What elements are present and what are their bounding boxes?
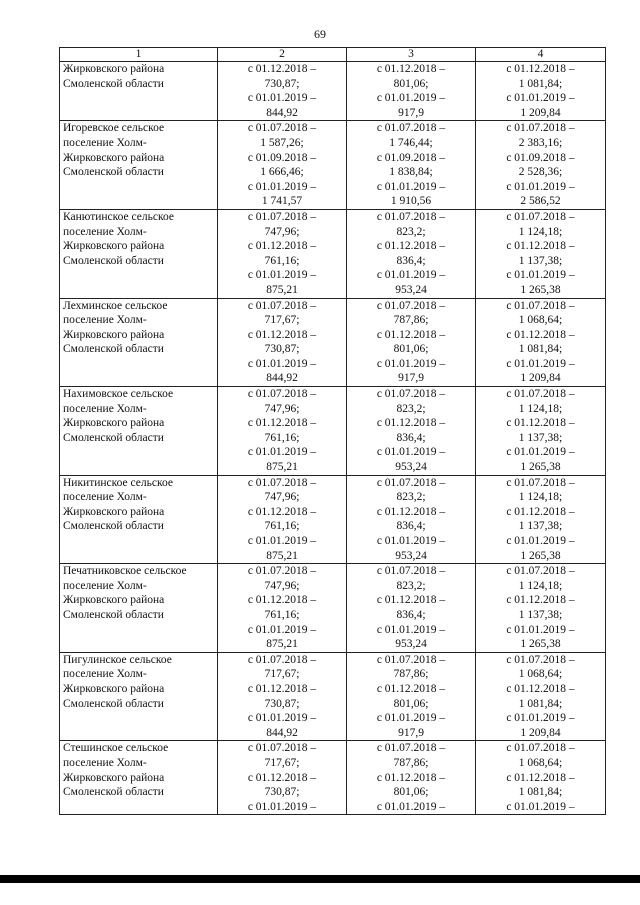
tariff-value-line: 953,24 bbox=[395, 283, 427, 296]
tariff-value-line: с 01.01.2019 – bbox=[247, 269, 317, 282]
settlement-name-line: Смоленской области bbox=[63, 786, 164, 799]
tariff-value-line: 747,96; bbox=[264, 402, 300, 415]
tariff-cell-col2 bbox=[218, 387, 347, 476]
tariff-value-line: с 01.12.2018 – bbox=[506, 682, 575, 695]
settlement-name-line: Жирковского района bbox=[63, 505, 165, 518]
tariff-cell-col2 bbox=[218, 62, 347, 121]
tariff-value-line: с 01.12.2018 – bbox=[247, 771, 317, 784]
tariff-value-line: с 01.12.2018 – bbox=[506, 505, 575, 518]
tariff-value-line: 717,67; bbox=[264, 668, 300, 681]
tariff-value-line: с 01.12.2018 – bbox=[506, 63, 575, 75]
tariff-value-line: с 01.01.2019 – bbox=[376, 92, 446, 105]
tariff-value-line: с 01.07.2018 – bbox=[376, 653, 446, 666]
tariff-value-line: 761,16; bbox=[264, 608, 300, 621]
tariff-cell-col4 bbox=[476, 298, 606, 387]
tariff-value-line: 801,06; bbox=[393, 697, 429, 710]
tariff-value-line: с 01.07.2018 – bbox=[376, 210, 446, 223]
tariff-value-line: с 01.07.2018 – bbox=[247, 653, 317, 666]
tariff-value-line: с 01.07.2018 – bbox=[376, 299, 446, 312]
settlement-name-line: Лехминское сельское bbox=[63, 299, 168, 312]
tariff-value-line: 875,21 bbox=[266, 461, 298, 474]
table-row bbox=[60, 564, 606, 653]
tariff-value-line: с 01.12.2018 – bbox=[247, 240, 317, 253]
tariff-value-line: с 01.12.2018 – bbox=[376, 63, 446, 75]
settlement-name-line: Смоленской области bbox=[63, 343, 164, 356]
settlement-name-line: Нахимовское сельское bbox=[63, 388, 174, 401]
tariff-value-line: 1 137,38; bbox=[518, 520, 563, 533]
tariff-value-line: с 01.12.2018 – bbox=[247, 63, 317, 75]
tariff-value-line: 730,87; bbox=[264, 77, 300, 90]
tariff-value-line: с 01.12.2018 – bbox=[506, 240, 575, 253]
tariff-value-line: с 01.07.2018 – bbox=[247, 565, 317, 578]
tariff-value-line: 823,2; bbox=[396, 402, 426, 415]
table-row bbox=[60, 121, 606, 210]
tariff-cell-col3 bbox=[347, 652, 476, 741]
tariff-value-line: 1 209,84 bbox=[520, 372, 561, 385]
tariff-value-line: 875,21 bbox=[266, 638, 298, 651]
tariff-value-line: с 01.12.2018 – bbox=[376, 771, 446, 784]
settlement-name-line: поселение Холм- bbox=[63, 579, 147, 592]
tariff-value-line: с 01.07.2018 – bbox=[506, 476, 575, 489]
tariff-value-line: с 01.12.2018 – bbox=[376, 505, 446, 518]
tariff-value-line: с 01.07.2018 – bbox=[247, 299, 317, 312]
settlement-name-line: Жирковского района bbox=[63, 63, 165, 75]
tariff-value-line: 747,96; bbox=[264, 225, 300, 238]
tariff-value-line: с 01.07.2018 – bbox=[506, 210, 575, 223]
tariff-value-line: с 01.12.2018 – bbox=[376, 417, 446, 430]
page-number: 69 bbox=[314, 27, 326, 41]
tariff-value-line: 917,9 bbox=[398, 372, 424, 385]
tariff-value-line: 1 081,84; bbox=[518, 786, 563, 799]
tariff-value-line: 1 838,84; bbox=[389, 166, 433, 179]
tariff-value-line: 836,4; bbox=[396, 520, 426, 533]
tariff-value-line: 2 528,36; bbox=[518, 166, 563, 179]
tariff-value-line: 801,06; bbox=[393, 786, 429, 799]
settlement-name-cell bbox=[60, 652, 218, 741]
tariff-value-line: 1 587,26; bbox=[260, 136, 304, 149]
settlement-name-line: Смоленской области bbox=[63, 77, 164, 90]
tariff-value-line: с 01.12.2018 – bbox=[247, 417, 317, 430]
tariff-value-line: 730,87; bbox=[264, 697, 300, 710]
settlement-name-line: Жирковского района bbox=[63, 771, 165, 784]
tariff-value-line: с 01.01.2019 – bbox=[247, 92, 317, 105]
tariff-value-line: 836,4; bbox=[396, 254, 426, 267]
tariff-value-line: 787,86; bbox=[393, 668, 429, 681]
table-header-row bbox=[60, 48, 606, 62]
tariff-cell-col2 bbox=[218, 121, 347, 210]
tariff-cell-col3 bbox=[347, 387, 476, 476]
tariff-value-line: 1 741,57 bbox=[261, 195, 303, 208]
tariff-value-line: с 01.07.2018 – bbox=[506, 653, 575, 666]
tariff-value-line: с 01.01.2019 – bbox=[506, 446, 575, 459]
tariff-value-line: с 01.07.2018 – bbox=[247, 742, 317, 755]
tariff-value-line: с 01.01.2019 – bbox=[506, 712, 575, 725]
tariff-value-line: с 01.07.2018 – bbox=[247, 122, 317, 135]
settlement-name-line: поселение Холм- bbox=[63, 314, 147, 327]
tariff-value-line: с 01.01.2019 – bbox=[506, 535, 575, 547]
tariff-value-line: с 01.12.2018 – bbox=[247, 682, 317, 695]
settlement-name-line: поселение Холм- bbox=[63, 668, 147, 681]
tariff-value-line: 1 265,38 bbox=[520, 638, 561, 651]
tariff-value-line: с 01.12.2018 – bbox=[506, 594, 575, 607]
tariff-value-line: 1 137,38; bbox=[518, 608, 563, 621]
tariff-value-line: с 01.01.2019 – bbox=[247, 446, 317, 459]
tariff-cell-col2 bbox=[218, 741, 347, 815]
tariff-value-line: 2 586,52 bbox=[520, 195, 561, 208]
column-header-3: 3 bbox=[347, 48, 476, 62]
tariff-value-line: с 01.01.2019 – bbox=[376, 446, 446, 459]
tariff-cell-col3 bbox=[347, 564, 476, 653]
tariff-value-line: 1 666,46; bbox=[260, 166, 304, 179]
settlement-name-line: Канютинское сельское bbox=[63, 210, 174, 223]
tariff-value-line: 953,24 bbox=[395, 549, 427, 562]
tariff-value-line: 730,87; bbox=[264, 786, 300, 799]
tariff-table bbox=[59, 47, 606, 815]
table-row bbox=[60, 209, 606, 298]
tariff-cell-col3 bbox=[347, 62, 476, 121]
tariff-value-line: 1 265,38 bbox=[520, 549, 561, 562]
tariff-value-line: с 01.12.2018 – bbox=[376, 682, 446, 695]
column-header-2: 2 bbox=[218, 48, 347, 62]
settlement-name-cell bbox=[60, 475, 218, 564]
tariff-value-line: 953,24 bbox=[395, 461, 427, 474]
tariff-value-line: с 01.01.2019 – bbox=[376, 269, 446, 282]
tariff-value-line: 761,16; bbox=[264, 254, 300, 267]
settlement-name-line: Смоленской области bbox=[63, 697, 164, 710]
tariff-cell-col3 bbox=[347, 475, 476, 564]
tariff-value-line: 844,92 bbox=[266, 726, 298, 739]
settlement-name-line: Игоревское сельское bbox=[63, 122, 165, 135]
settlement-name-cell bbox=[60, 298, 218, 387]
tariff-value-line: 844,92 bbox=[266, 372, 298, 385]
settlement-name-cell bbox=[60, 209, 218, 298]
tariff-value-line: с 01.07.2018 – bbox=[376, 476, 446, 489]
tariff-value-line: 836,4; bbox=[396, 431, 426, 444]
tariff-value-line: 1 068,64; bbox=[518, 314, 563, 327]
settlement-name-cell bbox=[60, 121, 218, 210]
tariff-value-line: 1 910,56 bbox=[390, 195, 432, 208]
settlement-name-line: Жирковского района bbox=[63, 328, 165, 341]
column-header-1: 1 bbox=[60, 48, 218, 62]
tariff-cell-col3 bbox=[347, 121, 476, 210]
tariff-value-line: с 01.01.2019 – bbox=[506, 180, 575, 193]
tariff-value-line: 875,21 bbox=[266, 549, 298, 562]
tariff-value-line: 1 068,64; bbox=[518, 756, 563, 769]
tariff-value-line: 787,86; bbox=[393, 756, 429, 769]
table-row bbox=[60, 62, 606, 121]
settlement-name-line: поселение Холм- bbox=[63, 756, 147, 769]
settlement-name-line: Жирковского района bbox=[63, 240, 165, 253]
tariff-value-line: 1 068,64; bbox=[518, 668, 563, 681]
tariff-value-line: с 01.01.2019 – bbox=[376, 712, 446, 725]
tariff-value-line: с 01.01.2019 – bbox=[247, 800, 317, 813]
tariff-value-line: 1 081,84; bbox=[518, 697, 563, 710]
tariff-value-line: с 01.12.2018 – bbox=[376, 328, 446, 341]
tariff-value-line: 823,2; bbox=[396, 491, 426, 504]
tariff-value-line: с 01.12.2018 – bbox=[247, 594, 317, 607]
settlement-name-cell bbox=[60, 741, 218, 815]
tariff-value-line: с 01.07.2018 – bbox=[506, 742, 575, 755]
tariff-value-line: 1 137,38; bbox=[518, 254, 563, 267]
tariff-value-line: с 01.12.2018 – bbox=[506, 328, 575, 341]
tariff-cell-col2 bbox=[218, 475, 347, 564]
tariff-value-line: 1 124,18; bbox=[518, 225, 563, 238]
tariff-cell-col3 bbox=[347, 209, 476, 298]
tariff-value-line: 823,2; bbox=[396, 225, 426, 238]
tariff-value-line: с 01.01.2019 – bbox=[506, 800, 575, 813]
tariff-value-line: с 01.07.2018 – bbox=[506, 388, 575, 401]
tariff-value-line: 747,96; bbox=[264, 491, 300, 504]
tariff-value-line: с 01.01.2019 – bbox=[376, 180, 446, 193]
settlement-name-line: поселение Холм- bbox=[63, 402, 147, 415]
tariff-value-line: 717,67; bbox=[264, 756, 300, 769]
tariff-cell-col4 bbox=[476, 564, 606, 653]
tariff-value-line: 1 209,84 bbox=[520, 106, 561, 119]
settlement-name-cell bbox=[60, 62, 218, 121]
tariff-cell-col4 bbox=[476, 741, 606, 815]
tariff-value-line: с 01.12.2018 – bbox=[376, 594, 446, 607]
tariff-value-line: с 01.07.2018 – bbox=[247, 388, 317, 401]
tariff-value-line: с 01.09.2018 – bbox=[376, 151, 446, 164]
tariff-value-line: с 01.07.2018 – bbox=[376, 565, 446, 578]
scan-border-bar bbox=[0, 875, 640, 883]
settlement-name-line: Смоленской области bbox=[63, 254, 164, 267]
tariff-value-line: с 01.12.2018 – bbox=[247, 505, 317, 518]
tariff-cell-col3 bbox=[347, 298, 476, 387]
tariff-cell-col4 bbox=[476, 209, 606, 298]
tariff-cell-col2 bbox=[218, 564, 347, 653]
tariff-value-line: 875,21 bbox=[266, 283, 298, 296]
table-row bbox=[60, 741, 606, 815]
settlement-name-line: Никитинское сельское bbox=[63, 476, 173, 489]
tariff-value-line: с 01.01.2019 – bbox=[376, 535, 446, 547]
table-row bbox=[60, 475, 606, 564]
tariff-value-line: с 01.12.2018 – bbox=[506, 771, 575, 784]
tariff-value-line: с 01.07.2018 – bbox=[376, 742, 446, 755]
tariff-cell-col4 bbox=[476, 121, 606, 210]
settlement-name-line: Смоленской области bbox=[63, 520, 164, 533]
column-header-4: 4 bbox=[476, 48, 606, 62]
tariff-value-line: 761,16; bbox=[264, 431, 300, 444]
tariff-value-line: 761,16; bbox=[264, 520, 300, 533]
table-row bbox=[60, 387, 606, 476]
tariff-value-line: 917,9 bbox=[398, 106, 424, 119]
tariff-value-line: с 01.12.2018 – bbox=[376, 240, 446, 253]
tariff-value-line: 1 124,18; bbox=[518, 491, 563, 504]
tariff-value-line: 1 124,18; bbox=[518, 402, 563, 415]
tariff-cell-col3 bbox=[347, 741, 476, 815]
tariff-cell-col4 bbox=[476, 475, 606, 564]
tariff-value-line: с 01.07.2018 – bbox=[506, 565, 575, 578]
settlement-name-line: Жирковского района bbox=[63, 594, 165, 607]
settlement-name-line: Жирковского района bbox=[63, 682, 165, 695]
tariff-value-line: 787,86; bbox=[393, 314, 429, 327]
tariff-value-line: 1 265,38 bbox=[520, 283, 561, 296]
tariff-value-line: 801,06; bbox=[393, 77, 429, 90]
tariff-value-line: 1 137,38; bbox=[518, 431, 563, 444]
settlement-name-cell bbox=[60, 564, 218, 653]
tariff-value-line: с 01.01.2019 – bbox=[247, 357, 317, 370]
tariff-value-line: 1 209,84 bbox=[520, 726, 561, 739]
tariff-value-line: с 01.07.2018 – bbox=[376, 122, 446, 135]
settlement-name-line: Пигулинское сельское bbox=[63, 653, 172, 666]
tariff-value-line: с 01.01.2019 – bbox=[247, 180, 317, 193]
tariff-value-line: с 01.01.2019 – bbox=[506, 357, 575, 370]
tariff-value-line: с 01.01.2019 – bbox=[506, 623, 575, 636]
settlement-name-line: Жирковского района bbox=[63, 417, 165, 430]
tariff-value-line: с 01.01.2019 – bbox=[247, 623, 317, 636]
tariff-value-line: с 01.09.2018 – bbox=[247, 151, 317, 164]
tariff-cell-col2 bbox=[218, 209, 347, 298]
tariff-value-line: 1 081,84; bbox=[518, 343, 563, 356]
tariff-cell-col4 bbox=[476, 387, 606, 476]
tariff-cell-col2 bbox=[218, 652, 347, 741]
tariff-cell-col2 bbox=[218, 298, 347, 387]
tariff-value-line: с 01.01.2019 – bbox=[376, 623, 446, 636]
tariff-value-line: с 01.01.2019 – bbox=[376, 800, 446, 813]
tariff-value-line: 1 081,84; bbox=[518, 77, 563, 90]
tariff-value-line: 730,87; bbox=[264, 343, 300, 356]
tariff-value-line: с 01.07.2018 – bbox=[247, 476, 317, 489]
tariff-value-line: 823,2; bbox=[396, 579, 426, 592]
tariff-value-line: с 01.09.2018 – bbox=[506, 151, 575, 164]
tariff-value-line: с 01.01.2019 – bbox=[247, 712, 317, 725]
tariff-value-line: 917,9 bbox=[398, 726, 424, 739]
settlement-name-line: Смоленской области bbox=[63, 166, 164, 179]
settlement-name-line: поселение Холм- bbox=[63, 225, 147, 238]
tariff-value-line: с 01.01.2019 – bbox=[247, 535, 317, 547]
tariff-value-line: 836,4; bbox=[396, 608, 426, 621]
tariff-value-line: 2 383,16; bbox=[518, 136, 563, 149]
settlement-name-line: Печатниковское сельское bbox=[63, 565, 187, 578]
settlement-name-line: Стешинское сельское bbox=[63, 742, 169, 755]
tariff-value-line: 717,67; bbox=[264, 314, 300, 327]
tariff-value-line: с 01.01.2019 – bbox=[376, 357, 446, 370]
tariff-value-line: 1 265,38 bbox=[520, 461, 561, 474]
tariff-cell-col4 bbox=[476, 652, 606, 741]
tariff-value-line: с 01.01.2019 – bbox=[506, 269, 575, 282]
tariff-cell-col4 bbox=[476, 62, 606, 121]
settlement-name-line: Жирковского района bbox=[63, 151, 165, 164]
tariff-value-line: 1 124,18; bbox=[518, 579, 563, 592]
table-row bbox=[60, 298, 606, 387]
settlement-name-line: Смоленской области bbox=[63, 608, 164, 621]
tariff-value-line: 1 746,44; bbox=[389, 136, 433, 149]
tariff-value-line: с 01.07.2018 – bbox=[506, 299, 575, 312]
settlement-name-line: Смоленской области bbox=[63, 431, 164, 444]
tariff-value-line: 801,06; bbox=[393, 343, 429, 356]
tariff-value-line: 747,96; bbox=[264, 579, 300, 592]
settlement-name-line: поселение Холм- bbox=[63, 491, 147, 504]
settlement-name-line: поселение Холм- bbox=[63, 136, 147, 149]
tariff-value-line: с 01.07.2018 – bbox=[376, 388, 446, 401]
tariff-value-line: с 01.07.2018 – bbox=[247, 210, 317, 223]
tariff-value-line: 953,24 bbox=[395, 638, 427, 651]
tariff-value-line: с 01.12.2018 – bbox=[506, 417, 575, 430]
tariff-value-line: с 01.12.2018 – bbox=[247, 328, 317, 341]
table-row bbox=[60, 652, 606, 741]
tariff-value-line: с 01.07.2018 – bbox=[506, 122, 575, 135]
tariff-value-line: 844,92 bbox=[266, 106, 298, 119]
settlement-name-cell bbox=[60, 387, 218, 476]
tariff-value-line: с 01.01.2019 – bbox=[506, 92, 575, 105]
